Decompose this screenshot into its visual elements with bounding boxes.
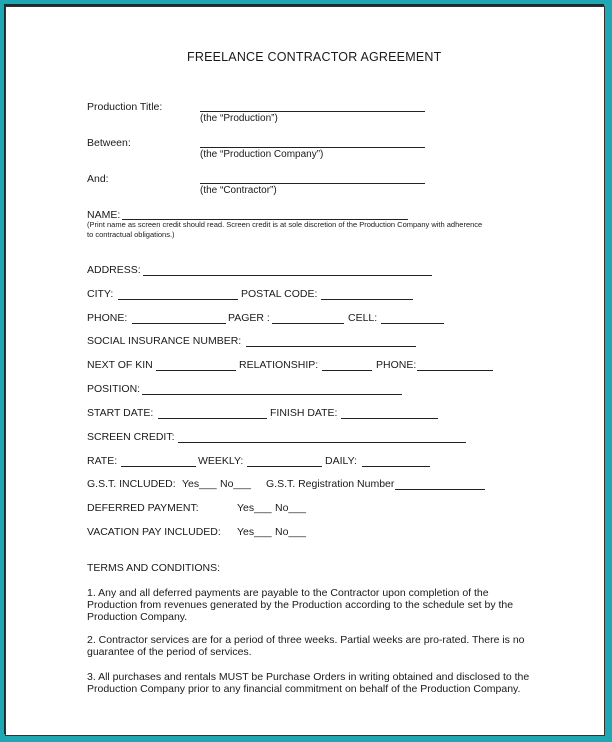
deferred-yes-option[interactable]: Yes___ [237,502,272,514]
pager-line[interactable] [272,323,344,324]
daily-label: DAILY: [325,455,357,467]
terms-item1-line2: Production from revenues generated by the Production according to the schedule set by the [87,599,514,611]
between-line[interactable] [200,147,425,148]
document-page [5,6,605,736]
and-label: And: [87,173,109,185]
document-title: FREELANCE CONTRACTOR AGREEMENT [187,50,442,64]
gst-registration-label: G.S.T. Registration Number [266,478,395,490]
terms-item2-line1: 2. Contractor services are for a period of three weeks. Partial weeks are pro-rated. There is no [87,634,525,646]
terms-heading: TERMS AND CONDITIONS: [87,562,221,574]
pager-label: PAGER : [228,312,270,324]
weekly-label: WEEKLY: [198,455,244,467]
postal-code-label: POSTAL CODE: [241,288,318,300]
between-note: (the “Production Company”) [200,149,324,160]
production-title-label: Production Title: [87,101,163,113]
gst-no-option[interactable]: No___ [220,478,251,490]
screen-credit-label: SCREEN CREDIT: [87,431,175,443]
next-of-kin-line[interactable] [156,370,236,371]
terms-item1-line1: 1. Any and all deferred payments are payable to the Contractor upon completion of the [87,587,489,599]
name-note-line2: to contractual obligations.) [87,230,175,239]
phone-label: PHONE: [87,312,128,324]
address-label: ADDRESS: [87,264,141,276]
name-note-line1: (Print name as screen credit should read. Screen credit is at sole discretion of the Production Company with adherence [87,220,483,229]
relationship-line[interactable] [322,370,372,371]
phone2-label: PHONE: [376,359,417,371]
terms-item1-line3: Production Company. [87,611,188,623]
sin-label: SOCIAL INSURANCE NUMBER: [87,335,242,347]
vacation-pay-label: VACATION PAY INCLUDED: [87,526,221,538]
weekly-line[interactable] [247,466,322,467]
vacation-yes-option[interactable]: Yes___ [237,526,272,538]
terms-item3-line1: 3. All purchases and rentals MUST be Purchase Orders in writing obtained and disclosed to the [87,671,530,683]
terms-item3-line2: Production Company prior to any financial commitment on behalf of the Production Company. [87,683,521,695]
and-note: (the “Contractor”) [200,185,277,196]
position-line[interactable] [142,394,402,395]
vacation-no-option[interactable]: No___ [275,526,306,538]
start-date-line[interactable] [158,418,267,419]
city-line[interactable] [118,299,238,300]
gst-yes-option[interactable]: Yes___ [182,478,217,490]
phone2-line[interactable] [417,370,493,371]
phone-line[interactable] [132,323,226,324]
deferred-no-option[interactable]: No___ [275,502,306,514]
position-label: POSITION: [87,383,141,395]
city-label: CITY: [87,288,114,300]
cell-line[interactable] [381,323,444,324]
start-date-label: START DATE: [87,407,154,419]
screen-credit-line[interactable] [178,442,466,443]
rate-line[interactable] [121,466,196,467]
and-line[interactable] [200,183,425,184]
sin-line[interactable] [246,346,416,347]
gst-included-label: G.S.T. INCLUDED: [87,478,176,490]
daily-line[interactable] [362,466,430,467]
deferred-payment-label: DEFERRED PAYMENT: [87,502,199,514]
finish-date-label: FINISH DATE: [270,407,338,419]
finish-date-line[interactable] [341,418,438,419]
address-line[interactable] [143,275,432,276]
name-label: NAME: [87,209,121,221]
relationship-label: RELATIONSHIP: [239,359,319,371]
between-label: Between: [87,137,131,149]
rate-label: RATE: [87,455,118,467]
next-of-kin-label: NEXT OF KIN [87,359,153,371]
gst-registration-line[interactable] [395,489,485,490]
postal-code-line[interactable] [321,299,413,300]
production-title-note: (the “Production”) [200,113,278,124]
cell-label: CELL: [348,312,378,324]
production-title-line[interactable] [200,111,425,112]
terms-item2-line2: guarantee of the period of services. [87,646,252,658]
